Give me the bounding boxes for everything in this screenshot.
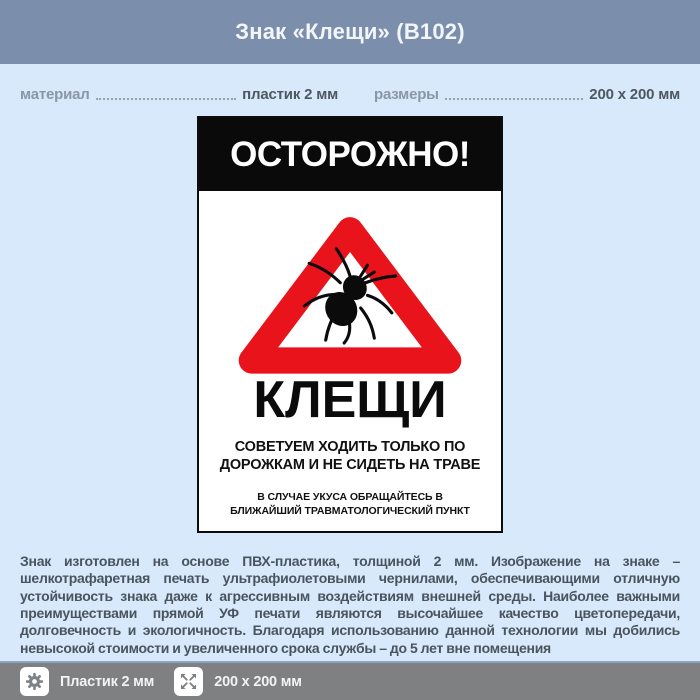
warning-sign-image	[197, 116, 503, 533]
sign-image-area	[0, 103, 700, 533]
sign-advice-line1: СОВЕТУЕМ ХОДИТЬ ТОЛЬКО ПО	[234, 439, 466, 455]
material-badge	[20, 667, 154, 696]
page-body	[0, 64, 700, 661]
sign-title-text: КЛЕЩИ	[253, 371, 447, 429]
tick-in-warning-triangle-icon	[233, 205, 467, 378]
page-header	[0, 0, 700, 64]
sign-header-band	[199, 118, 501, 191]
expand-icon	[174, 667, 203, 696]
spec-material	[20, 86, 338, 103]
sign-advice-line2: ДОРОЖКАМ И НЕ СИДЕТЬ НА ТРАВЕ	[219, 456, 481, 473]
sign-note-line1: В СЛУЧАЕ УКУСА ОБРАЩАЙТЕСЬ В	[257, 491, 443, 504]
spec-size-value: 200 x 200 мм	[589, 86, 680, 103]
sign-note-text	[199, 491, 501, 518]
dotted-leader	[96, 98, 237, 100]
sign-warning-text: ОСТОРОЖНО!	[230, 134, 470, 174]
size-badge-label: 200 x 200 мм	[214, 673, 302, 690]
page-title: Знак «Клещи» (В102)	[235, 19, 465, 44]
dotted-leader	[445, 98, 584, 100]
spec-material-label: материал	[20, 86, 90, 103]
sign-note-line2: БЛИЖАЙШИЙ ТРАВМАТОЛОГИЧЕСКИЙ ПУНКТ	[230, 505, 470, 518]
spec-size-label: размеры	[374, 86, 439, 103]
gear-icon	[20, 667, 49, 696]
sign-advice-text	[199, 439, 501, 474]
spec-size	[374, 86, 680, 103]
spec-material-value: пластик 2 мм	[242, 86, 338, 103]
material-badge-label: Пластик 2 мм	[60, 673, 155, 690]
page-footer	[0, 661, 700, 700]
product-description: Знак изготовлен на основе ПВХ-пластика, толщиной 2 мм. Изображение на знаке – шелкотрафаретная печать ультрафиолетовыми чернилами, обеспечивающими отличную устойчивость знака даже к агрессивным воздействиям внешней среды. Наиболее важными преимуществами прямой УФ печати являются высочайшее качество цветопередачи, долговечность и экологичность. Благодаря использованию данной технологии мы добились невысокой стоимости и увеличенного срока службы – до 5 лет вне помещения	[20, 553, 680, 656]
specs-row	[0, 64, 700, 103]
size-badge	[174, 667, 302, 696]
